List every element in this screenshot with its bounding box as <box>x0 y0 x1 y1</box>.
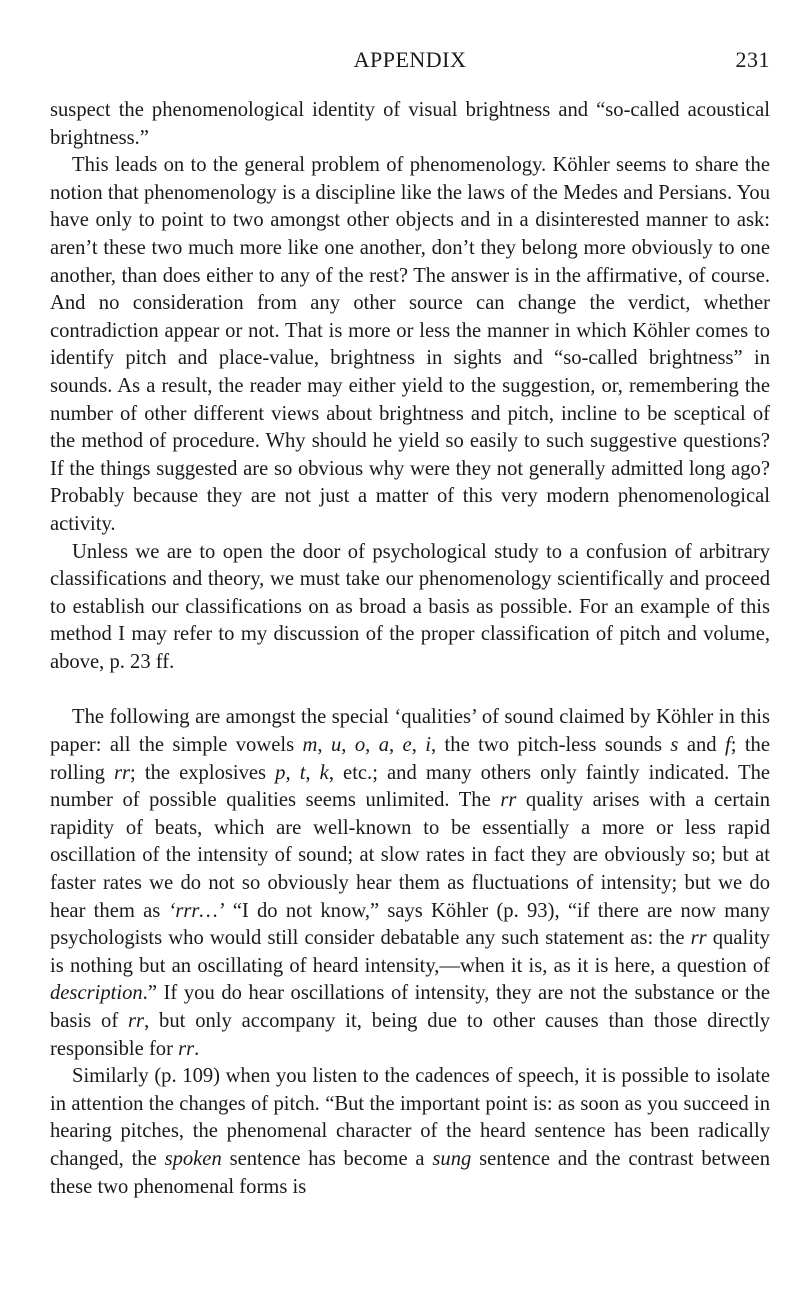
running-head <box>50 47 770 77</box>
italic-term: e <box>402 734 412 757</box>
paragraph-phenomenology: This leads on to the general problem of phenomenology. Köhler seems to share the notion that phenomenology is a discipline like the laws of the Medes and Persians. You have only to point to two amongst other objects and in a disinterested manner to ask: aren’t these two much more like one another, don’t they belong more obviously to one another, than does either to any of the rest? The answer is in the affirmative, of course. And no consideration from any other source can change the verdict, whether contradiction appear or not. That is more or less the manner in which Köhler comes to identify pitch and place-value, brightness in sights and “so-called brightness” in sounds. As a result, the reader may either yield to the suggestion, or, remembering the number of other different views about brightness and pitch, incline to be sceptical of the method of procedure. Why should he yield so easily to such suggestive questions? If the things suggested are so obvious why were they not generally admitted long ago? Probably because they are not just a matter of this very modern phenomenological activity. <box>50 154 770 535</box>
italic-term: u <box>330 734 342 757</box>
italic-term: rr <box>114 761 131 784</box>
italic-term: f <box>724 734 731 757</box>
italic-term: p <box>275 761 286 784</box>
italic-term: rr <box>690 927 707 950</box>
text-run: “I do not know,” says Köhler (p. 93), “if there are now many psychologists who would still consider debatable any such statement as: the <box>50 899 770 950</box>
paragraph-continuation: suspect the phenomenological identity of visual brightness and “so-called acoustical brightness.” <box>50 99 770 149</box>
italic-term: ‘rrr…’ <box>168 899 225 922</box>
italic-term: o <box>354 734 366 757</box>
text-run: ; the rolling <box>50 734 770 784</box>
italic-term: rr <box>178 1037 195 1060</box>
book-page <box>50 0 770 1201</box>
text-run: ; the explosives <box>130 761 276 784</box>
text-run: quality arises with a certain rapidity of beats, which are well-known to be essentially a more or less rapid oscillation of the intensity of sound; at slow rates in fact they are obviously so; but at faster rates we do not so obviously hear them as fluctuations of intensity; but we do hear them as <box>50 789 770 922</box>
text-run: , but only accompany it, being due to other causes than those directly responsible for <box>50 1010 770 1060</box>
text-run: sentence and the contrast between these two phenomenal forms is <box>50 1147 770 1198</box>
text-run: , the two pitch-less sounds <box>430 734 671 757</box>
text-run: quality is nothing but an oscillating of heard intensity,—when it is, as it is here, a question of <box>50 927 770 977</box>
text-run: Similarly (p. 109) when you listen to the cadences of speech, it is possible to isolate in attention the changes of pitch. “But the important point is: as soon as you succeed in hearing pitches, the phenomenal character of the heard sentence has been radically changed, the <box>50 1065 770 1170</box>
text-run: sentence has become a <box>221 1147 433 1170</box>
paragraph-pitch-speech <box>50 1063 770 1201</box>
italic-term: t <box>299 761 306 784</box>
italic-term: description <box>50 982 143 1005</box>
italic-term: m <box>302 734 318 757</box>
paragraph-classification: Unless we are to open the door of psychological study to a confusion of arbitrary classifications and theory, we must take our phenomenology scientifically and proceed to establish our classifications on as broad a basis as possible. For an example of this method I may refer to my discussion of the proper classification of pitch and volume, above, p. 23 ff. <box>50 540 770 673</box>
italic-term: s <box>670 734 679 757</box>
italic-term: rr <box>500 789 517 812</box>
paragraph-qualities: The following are amongst the special ‘qualities’ of sound claimed by Köhler in this paper: all the simple vowels m, u, o, a, e, i, the two pitch-less sounds s and f; the rolling rr; the explosives p, t, k, etc.; and many others only faintly indicated. The number of possible qualities seems unlimited. The rr quality arises with a certain rapidity of beats, which are well-known to be essentially a more or less rapid oscillation of the intensity of sound; at slow rates in fact they are obviously so; but at faster rates we do not so obviously hear them as fluctuations of intensity; but we do hear them as ‘rrr…’ “I do not know,” says Köhler (p. 93), “if there are now many psychologists who would still consider debatable any such statement as: the rr quality is nothing but an oscillating of heard intensity,—when it is, as it is here, a question of description.” If you do hear oscillations of intensity, they are not the substance or the basis of rr, but only accompany it, being due to other causes than those directly responsible for rr. <box>50 706 771 1060</box>
text-run: . <box>194 1037 200 1060</box>
text-run: The following are amongst the special ‘qualities’ of sound claimed by Köhler in this paper: all the simple vowels <box>50 706 770 757</box>
text-run: , etc.; and many others only faintly indicated. The number of possible qualities seems unlimited. The <box>50 761 771 812</box>
italic-term: a <box>378 734 389 757</box>
page-number: 231 <box>735 47 770 72</box>
running-title: APPENDIX <box>353 47 467 72</box>
italic-term: k <box>319 761 329 784</box>
italic-term: sung <box>432 1147 472 1170</box>
italic-term: spoken <box>164 1147 222 1170</box>
italic-term: rr <box>128 1010 145 1032</box>
text-run: and <box>678 734 725 757</box>
text-run: .” If you do hear oscillations of intensity, they are not the substance or the basis of <box>50 982 770 1032</box>
italic-term: i <box>425 734 431 757</box>
body-text <box>50 97 770 1201</box>
